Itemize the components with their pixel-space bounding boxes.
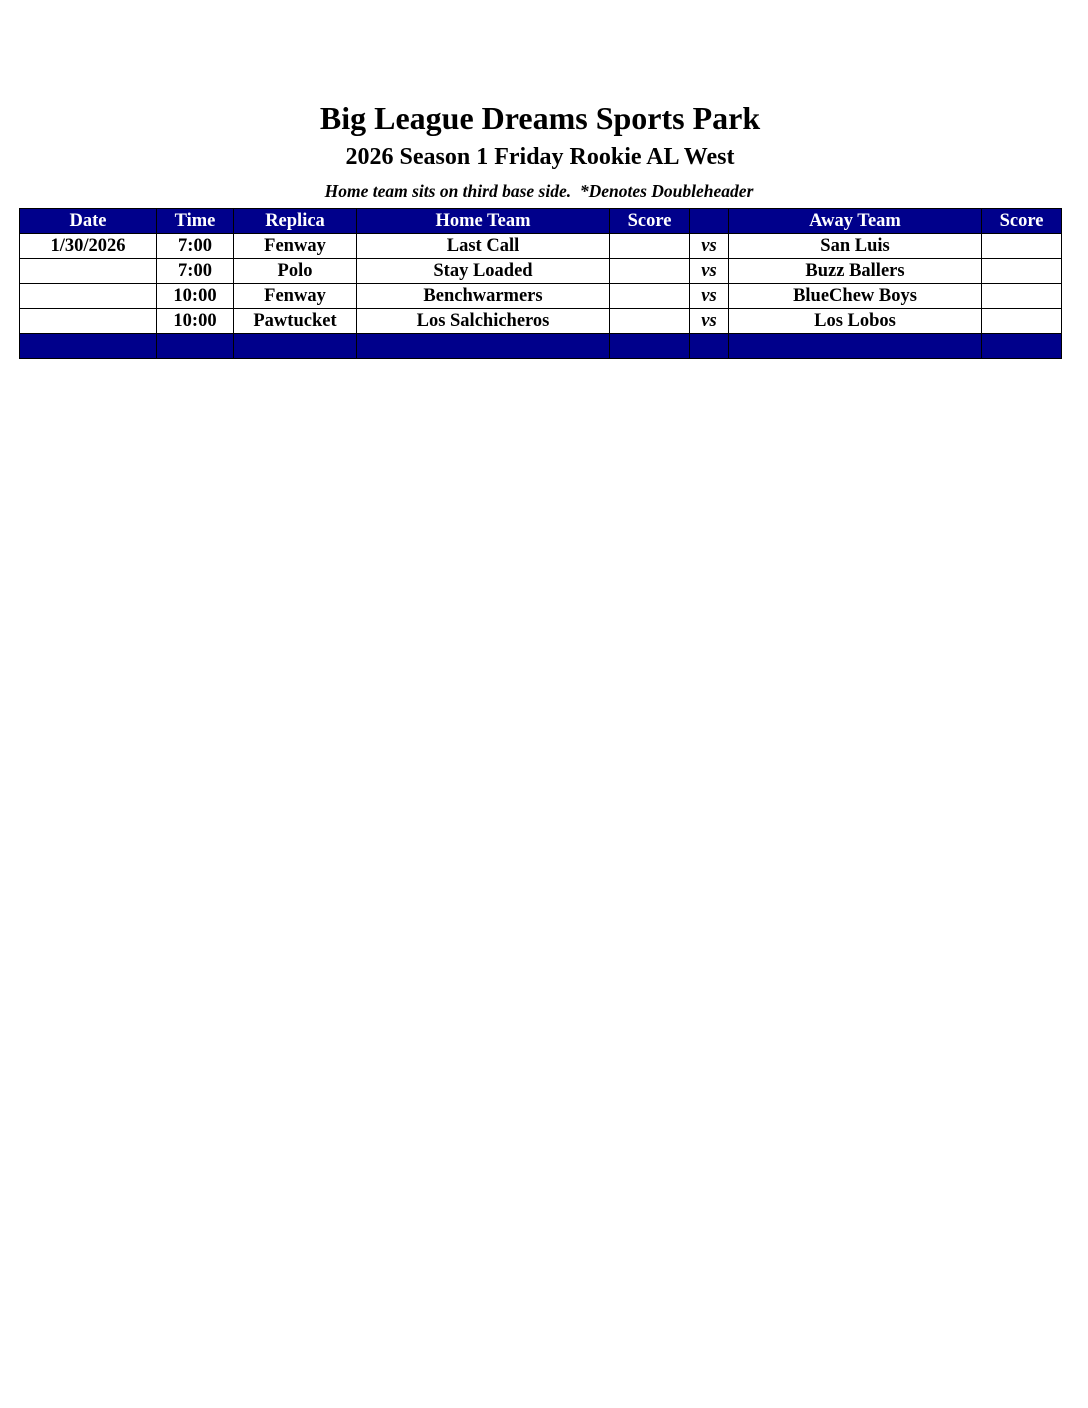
cell-time: 7:00 [157,259,234,284]
cell-home-team: Stay Loaded [357,259,610,284]
footer-cell [690,334,729,359]
cell-time: 10:00 [157,284,234,309]
cell-vs: vs [690,234,729,259]
column-header-date: Date [20,209,157,234]
table-row [20,259,1062,284]
cell-vs: vs [690,259,729,284]
table-header-row [20,209,1062,234]
footer-cell [982,334,1062,359]
cell-date: 1/30/2026 [20,234,157,259]
cell-date [20,284,157,309]
column-header-home-score: Score [610,209,690,234]
cell-home-score [610,259,690,284]
footer-cell [729,334,982,359]
cell-replica: Polo [234,259,357,284]
column-header-away-team: Away Team [729,209,982,234]
cell-away-score [982,309,1062,334]
cell-away-score [982,234,1062,259]
footer-cell [234,334,357,359]
cell-time: 10:00 [157,309,234,334]
table-row [20,234,1062,259]
footer-cell [20,334,157,359]
table-row [20,309,1062,334]
cell-home-score [610,309,690,334]
cell-away-team: Buzz Ballers [729,259,982,284]
footer-cell [610,334,690,359]
column-header-replica: Replica [234,209,357,234]
column-header-vs [690,209,729,234]
schedule-table [19,208,1062,359]
cell-home-team: Benchwarmers [357,284,610,309]
page-title: Big League Dreams Sports Park [319,100,761,136]
cell-away-score [982,284,1062,309]
cell-date [20,309,157,334]
cell-replica: Fenway [234,234,357,259]
column-header-time: Time [157,209,234,234]
cell-date [20,259,157,284]
page-subtitle: 2026 Season 1 Friday Rookie AL West [345,144,735,170]
schedule-note: Home team sits on third base side. *Denotes Doubleheader [324,181,754,201]
cell-vs: vs [690,284,729,309]
column-header-home-team: Home Team [357,209,610,234]
cell-away-score [982,259,1062,284]
cell-away-team: Los Lobos [729,309,982,334]
cell-replica: Pawtucket [234,309,357,334]
footer-cell [157,334,234,359]
cell-replica: Fenway [234,284,357,309]
cell-away-team: San Luis [729,234,982,259]
cell-home-score [610,234,690,259]
cell-away-team: BlueChew Boys [729,284,982,309]
cell-time: 7:00 [157,234,234,259]
table-row [20,284,1062,309]
column-header-away-score: Score [982,209,1062,234]
cell-home-team: Los Salchicheros [357,309,610,334]
cell-home-team: Last Call [357,234,610,259]
cell-vs: vs [690,309,729,334]
footer-cell [357,334,610,359]
table-footer-row [20,334,1062,359]
cell-home-score [610,284,690,309]
